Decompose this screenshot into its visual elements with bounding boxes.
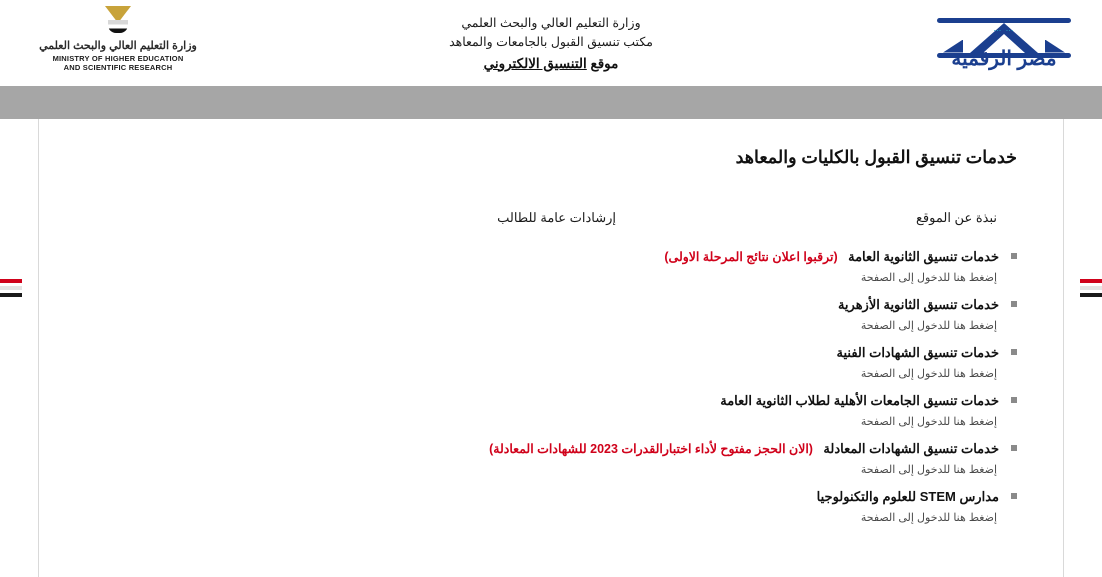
eagle-emblem-icon: [98, 4, 138, 38]
service-link-general-secondary[interactable]: إضغط هنا للدخول إلى الصفحة: [860, 272, 997, 284]
service-link-azhar-secondary[interactable]: إضغط هنا للدخول إلى الصفحة: [860, 320, 997, 332]
ministry-logo[interactable]: [28, 4, 208, 82]
header-line-ministry: وزارة التعليم العالي والبحث العلمي: [461, 16, 641, 31]
ministry-logo-english-line1: MINISTRY OF HIGHER EDUCATION: [52, 54, 184, 63]
bullet-icon: [1011, 493, 1017, 499]
ministry-logo-arabic-name: وزارة التعليم العالي والبحث العلمي: [39, 40, 197, 52]
service-title-private-universities[interactable]: خدمات تنسيق الجامعات الأهلية لطلاب الثانوية العامة: [720, 393, 999, 408]
digital-egypt-logo-text: مصر الرقمية: [951, 47, 1057, 70]
service-note-equivalent-certificates: (الان الحجز مفتوح لأداء اختبارالقدرات 2023 للشهادات المعادلة): [489, 442, 813, 456]
bullet-icon: [1011, 397, 1017, 403]
service-title-general-secondary[interactable]: خدمات تنسيق الثانوية العامة: [848, 249, 999, 264]
header-divider-band: [0, 86, 1102, 119]
service-note-general-secondary: (ترقبوا اعلان نتائج المرحلة الاولى): [664, 250, 838, 264]
sub-navigation: [85, 210, 1017, 226]
service-link-private-universities[interactable]: إضغط هنا للدخول إلى الصفحة: [860, 416, 997, 428]
bullet-icon: [1011, 349, 1017, 355]
service-title-equivalent-certificates[interactable]: خدمات تنسيق الشهادات المعادلة: [823, 441, 999, 456]
service-title-stem-schools[interactable]: مدارس STEM للعلوم والتكنولوجيا: [816, 489, 999, 504]
digital-egypt-dots: ⋯ ⋯: [993, 25, 1015, 35]
header-line-site-underlined: التنسيق الالكتروني: [483, 55, 587, 71]
service-link-technical-certificates[interactable]: إضغط هنا للدخول إلى الصفحة: [860, 368, 997, 380]
digital-egypt-logo[interactable]: [934, 6, 1074, 80]
site-header: [0, 0, 1102, 86]
content-panel: [38, 119, 1064, 577]
service-list: [85, 248, 1017, 524]
list-item: [85, 296, 1017, 332]
list-item: [85, 440, 1017, 476]
page-body: [0, 119, 1102, 577]
header-line-office: مكتب تنسيق القبول بالجامعات والمعاهد: [449, 35, 653, 49]
service-link-equivalent-certificates[interactable]: إضغط هنا للدخول إلى الصفحة: [860, 464, 997, 476]
header-line-site-prefix: موقع: [586, 55, 619, 71]
bullet-icon: [1011, 253, 1017, 259]
list-item: [85, 248, 1017, 284]
bullet-icon: [1011, 301, 1017, 307]
ministry-logo-english-line2: AND SCIENTIFIC RESEARCH: [63, 63, 173, 73]
page-title: خدمات تنسيق القبول بالكليات والمعاهد: [735, 147, 1017, 167]
list-item: [85, 344, 1017, 380]
list-item: [85, 392, 1017, 428]
service-link-stem-schools[interactable]: إضغط هنا للدخول إلى الصفحة: [860, 512, 997, 524]
nav-item-student-guidelines[interactable]: إرشادات عامة للطالب: [497, 210, 616, 225]
nav-item-about-site[interactable]: نبذة عن الموقع: [916, 210, 997, 225]
list-item: [85, 488, 1017, 524]
flag-stripe-decoration-right: [1080, 279, 1102, 339]
flag-stripe-decoration-left: [0, 279, 22, 339]
bullet-icon: [1011, 445, 1017, 451]
service-title-technical-certificates[interactable]: خدمات تنسيق الشهادات الفنية: [836, 345, 999, 360]
service-title-azhar-secondary[interactable]: خدمات تنسيق الثانوية الأزهرية: [837, 297, 999, 312]
